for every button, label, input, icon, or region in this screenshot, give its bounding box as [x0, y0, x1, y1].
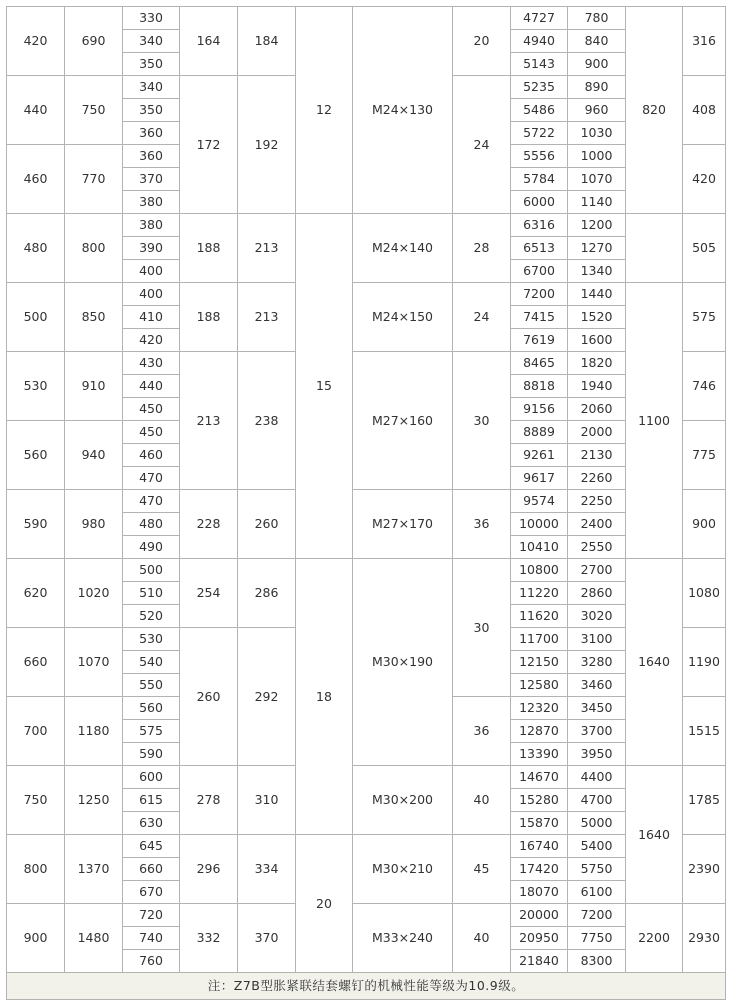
cell-inner-value: 630 — [123, 812, 180, 835]
cell-length-l: 254 — [180, 559, 238, 628]
cell-force-value: 1200 — [568, 214, 626, 237]
expansion-sleeve-spec-table — [6, 6, 726, 1000]
cell-torque-value: 15280 — [511, 789, 568, 812]
cell-max-value: 746 — [683, 352, 726, 421]
cell-inner-value: 340 — [123, 30, 180, 53]
cell-shaft-diameter: 800 — [7, 835, 65, 904]
cell-length-l1: 286 — [238, 559, 296, 628]
cell-bolt-spec: M27×170 — [353, 490, 453, 559]
cell-inner-value: 660 — [123, 858, 180, 881]
table-row — [7, 490, 726, 513]
note-row — [7, 973, 726, 1000]
cell-bolt-count: 40 — [453, 766, 511, 835]
cell-force-value: 1140 — [568, 191, 626, 214]
cell-weight: 2200 — [626, 904, 683, 973]
cell-inner-value: 520 — [123, 605, 180, 628]
cell-inner-value: 510 — [123, 582, 180, 605]
cell-max-value: 1785 — [683, 766, 726, 835]
cell-length-l: 213 — [180, 352, 238, 490]
cell-force-value: 2550 — [568, 536, 626, 559]
cell-outer-diameter: 750 — [65, 76, 123, 145]
cell-thickness: 20 — [296, 835, 353, 973]
cell-inner-value: 400 — [123, 283, 180, 306]
cell-bolt-spec: M30×210 — [353, 835, 453, 904]
cell-force-value: 7200 — [568, 904, 626, 927]
cell-shaft-diameter: 620 — [7, 559, 65, 628]
cell-inner-value: 480 — [123, 513, 180, 536]
cell-bolt-count: 20 — [453, 7, 511, 76]
cell-inner-value: 500 — [123, 559, 180, 582]
cell-length-l1: 334 — [238, 835, 296, 904]
cell-bolt-count: 40 — [453, 904, 511, 973]
cell-torque-value: 16740 — [511, 835, 568, 858]
cell-force-value: 1940 — [568, 375, 626, 398]
cell-inner-value: 560 — [123, 697, 180, 720]
cell-shaft-diameter: 440 — [7, 76, 65, 145]
cell-outer-diameter: 1020 — [65, 559, 123, 628]
cell-torque-value: 4727 — [511, 7, 568, 30]
cell-force-value: 890 — [568, 76, 626, 99]
cell-inner-value: 350 — [123, 99, 180, 122]
cell-force-value: 2260 — [568, 467, 626, 490]
cell-max-value: 2930 — [683, 904, 726, 973]
cell-force-value: 2700 — [568, 559, 626, 582]
spec-table-container — [6, 6, 726, 1000]
cell-shaft-diameter: 560 — [7, 421, 65, 490]
cell-length-l1: 213 — [238, 283, 296, 352]
cell-length-l1: 310 — [238, 766, 296, 835]
cell-force-value: 900 — [568, 53, 626, 76]
cell-torque-value: 5784 — [511, 168, 568, 191]
cell-force-value: 1820 — [568, 352, 626, 375]
cell-weight: 820 — [626, 7, 683, 214]
cell-torque-value: 8465 — [511, 352, 568, 375]
table-row — [7, 7, 726, 30]
cell-torque-value: 9261 — [511, 444, 568, 467]
cell-bolt-count: 36 — [453, 490, 511, 559]
cell-force-value: 5400 — [568, 835, 626, 858]
cell-shaft-diameter: 590 — [7, 490, 65, 559]
cell-bolt-count: 24 — [453, 76, 511, 214]
cell-outer-diameter: 1070 — [65, 628, 123, 697]
cell-weight: 1640 — [626, 766, 683, 904]
cell-bolt-spec: M30×200 — [353, 766, 453, 835]
cell-force-value: 1030 — [568, 122, 626, 145]
cell-torque-value: 9574 — [511, 490, 568, 513]
cell-torque-value: 10000 — [511, 513, 568, 536]
cell-torque-value: 10800 — [511, 559, 568, 582]
cell-force-value: 2000 — [568, 421, 626, 444]
cell-force-value: 1000 — [568, 145, 626, 168]
cell-force-value: 3280 — [568, 651, 626, 674]
cell-torque-value: 5722 — [511, 122, 568, 145]
cell-shaft-diameter: 660 — [7, 628, 65, 697]
cell-length-l: 188 — [180, 283, 238, 352]
cell-force-value: 3950 — [568, 743, 626, 766]
cell-max-value: 505 — [683, 214, 726, 283]
cell-max-value: 420 — [683, 145, 726, 214]
cell-force-value: 780 — [568, 7, 626, 30]
cell-torque-value: 11700 — [511, 628, 568, 651]
cell-shaft-diameter: 900 — [7, 904, 65, 973]
cell-force-value: 3460 — [568, 674, 626, 697]
cell-bolt-count: 30 — [453, 352, 511, 490]
cell-bolt-spec: M30×190 — [353, 559, 453, 766]
cell-length-l1: 213 — [238, 214, 296, 283]
cell-length-l1: 292 — [238, 628, 296, 766]
cell-torque-value: 13390 — [511, 743, 568, 766]
cell-inner-value: 740 — [123, 927, 180, 950]
cell-torque-value: 7415 — [511, 306, 568, 329]
table-row — [7, 766, 726, 789]
cell-inner-value: 340 — [123, 76, 180, 99]
cell-max-value: 900 — [683, 490, 726, 559]
cell-max-value: 575 — [683, 283, 726, 352]
cell-inner-value: 550 — [123, 674, 180, 697]
cell-bolt-spec: M27×160 — [353, 352, 453, 490]
cell-inner-value: 450 — [123, 421, 180, 444]
cell-inner-value: 400 — [123, 260, 180, 283]
cell-inner-value: 540 — [123, 651, 180, 674]
cell-torque-value: 10410 — [511, 536, 568, 559]
cell-bolt-count: 28 — [453, 214, 511, 283]
cell-outer-diameter: 690 — [65, 7, 123, 76]
cell-torque-value: 20000 — [511, 904, 568, 927]
cell-shaft-diameter: 480 — [7, 214, 65, 283]
cell-inner-value: 645 — [123, 835, 180, 858]
cell-force-value: 1520 — [568, 306, 626, 329]
cell-bolt-count: 36 — [453, 697, 511, 766]
table-row — [7, 214, 726, 237]
cell-weight — [626, 214, 683, 283]
cell-length-l: 260 — [180, 628, 238, 766]
cell-shaft-diameter: 500 — [7, 283, 65, 352]
cell-inner-value: 490 — [123, 536, 180, 559]
cell-outer-diameter: 770 — [65, 145, 123, 214]
cell-inner-value: 460 — [123, 444, 180, 467]
table-row — [7, 835, 726, 858]
cell-torque-value: 17420 — [511, 858, 568, 881]
cell-force-value: 1440 — [568, 283, 626, 306]
cell-max-value: 2390 — [683, 835, 726, 904]
cell-inner-value: 760 — [123, 950, 180, 973]
cell-shaft-diameter: 420 — [7, 7, 65, 76]
cell-inner-value: 350 — [123, 53, 180, 76]
cell-outer-diameter: 940 — [65, 421, 123, 490]
cell-inner-value: 380 — [123, 214, 180, 237]
cell-inner-value: 720 — [123, 904, 180, 927]
cell-force-value: 6100 — [568, 881, 626, 904]
cell-max-value: 1515 — [683, 697, 726, 766]
cell-force-value: 4400 — [568, 766, 626, 789]
cell-force-value: 5000 — [568, 812, 626, 835]
cell-length-l: 228 — [180, 490, 238, 559]
cell-force-value: 2130 — [568, 444, 626, 467]
cell-torque-value: 7200 — [511, 283, 568, 306]
cell-force-value: 2250 — [568, 490, 626, 513]
cell-torque-value: 11220 — [511, 582, 568, 605]
cell-force-value: 8300 — [568, 950, 626, 973]
cell-max-value: 1080 — [683, 559, 726, 628]
cell-length-l1: 192 — [238, 76, 296, 214]
cell-bolt-count: 30 — [453, 559, 511, 697]
cell-inner-value: 370 — [123, 168, 180, 191]
cell-torque-value: 8889 — [511, 421, 568, 444]
cell-force-value: 5750 — [568, 858, 626, 881]
cell-torque-value: 12580 — [511, 674, 568, 697]
cell-inner-value: 410 — [123, 306, 180, 329]
cell-outer-diameter: 1250 — [65, 766, 123, 835]
cell-torque-value: 5143 — [511, 53, 568, 76]
cell-torque-value: 14670 — [511, 766, 568, 789]
cell-torque-value: 20950 — [511, 927, 568, 950]
cell-length-l: 296 — [180, 835, 238, 904]
cell-outer-diameter: 980 — [65, 490, 123, 559]
cell-force-value: 840 — [568, 30, 626, 53]
table-row — [7, 559, 726, 582]
cell-torque-value: 12320 — [511, 697, 568, 720]
cell-force-value: 1070 — [568, 168, 626, 191]
cell-torque-value: 5556 — [511, 145, 568, 168]
cell-inner-value: 470 — [123, 490, 180, 513]
cell-torque-value: 6000 — [511, 191, 568, 214]
cell-force-value: 7750 — [568, 927, 626, 950]
cell-shaft-diameter: 460 — [7, 145, 65, 214]
cell-length-l1: 260 — [238, 490, 296, 559]
cell-torque-value: 8818 — [511, 375, 568, 398]
cell-inner-value: 470 — [123, 467, 180, 490]
cell-torque-value: 5235 — [511, 76, 568, 99]
table-row — [7, 352, 726, 375]
cell-bolt-count: 24 — [453, 283, 511, 352]
cell-thickness: 18 — [296, 559, 353, 835]
cell-weight: 1640 — [626, 559, 683, 766]
cell-inner-value: 430 — [123, 352, 180, 375]
cell-inner-value: 420 — [123, 329, 180, 352]
cell-shaft-diameter: 530 — [7, 352, 65, 421]
cell-max-value: 1190 — [683, 628, 726, 697]
cell-inner-value: 575 — [123, 720, 180, 743]
cell-thickness: 12 — [296, 7, 353, 214]
cell-torque-value: 21840 — [511, 950, 568, 973]
cell-length-l: 188 — [180, 214, 238, 283]
cell-torque-value: 7619 — [511, 329, 568, 352]
table-row — [7, 904, 726, 927]
cell-bolt-spec: M33×240 — [353, 904, 453, 973]
cell-outer-diameter: 850 — [65, 283, 123, 352]
cell-force-value: 1340 — [568, 260, 626, 283]
cell-inner-value: 380 — [123, 191, 180, 214]
cell-length-l1: 184 — [238, 7, 296, 76]
cell-outer-diameter: 800 — [65, 214, 123, 283]
table-note: 注：Z7B型胀紧联结套螺钉的机械性能等级为10.9级。 — [7, 973, 726, 1000]
cell-force-value: 3100 — [568, 628, 626, 651]
cell-outer-diameter: 910 — [65, 352, 123, 421]
cell-torque-value: 12870 — [511, 720, 568, 743]
cell-max-value: 775 — [683, 421, 726, 490]
cell-torque-value: 18070 — [511, 881, 568, 904]
cell-length-l: 164 — [180, 7, 238, 76]
cell-force-value: 2400 — [568, 513, 626, 536]
cell-length-l1: 370 — [238, 904, 296, 973]
cell-bolt-spec: M24×140 — [353, 214, 453, 283]
cell-torque-value: 9617 — [511, 467, 568, 490]
cell-bolt-spec: M24×150 — [353, 283, 453, 352]
cell-torque-value: 6316 — [511, 214, 568, 237]
cell-torque-value: 6513 — [511, 237, 568, 260]
cell-torque-value: 12150 — [511, 651, 568, 674]
cell-force-value: 4700 — [568, 789, 626, 812]
cell-max-value: 316 — [683, 7, 726, 76]
table-body — [7, 7, 726, 1000]
table-row — [7, 283, 726, 306]
cell-inner-value: 590 — [123, 743, 180, 766]
cell-inner-value: 390 — [123, 237, 180, 260]
cell-force-value: 1600 — [568, 329, 626, 352]
cell-torque-value: 6700 — [511, 260, 568, 283]
cell-length-l1: 238 — [238, 352, 296, 490]
cell-length-l: 278 — [180, 766, 238, 835]
cell-force-value: 960 — [568, 99, 626, 122]
cell-max-value: 408 — [683, 76, 726, 145]
cell-force-value: 3700 — [568, 720, 626, 743]
cell-outer-diameter: 1180 — [65, 697, 123, 766]
cell-outer-diameter: 1480 — [65, 904, 123, 973]
cell-inner-value: 670 — [123, 881, 180, 904]
cell-force-value: 3450 — [568, 697, 626, 720]
cell-length-l: 332 — [180, 904, 238, 973]
cell-shaft-diameter: 750 — [7, 766, 65, 835]
cell-force-value: 1270 — [568, 237, 626, 260]
cell-shaft-diameter: 700 — [7, 697, 65, 766]
cell-torque-value: 5486 — [511, 99, 568, 122]
cell-outer-diameter: 1370 — [65, 835, 123, 904]
cell-inner-value: 615 — [123, 789, 180, 812]
cell-force-value: 2860 — [568, 582, 626, 605]
cell-inner-value: 360 — [123, 122, 180, 145]
cell-inner-value: 440 — [123, 375, 180, 398]
cell-inner-value: 450 — [123, 398, 180, 421]
cell-inner-value: 330 — [123, 7, 180, 30]
cell-inner-value: 530 — [123, 628, 180, 651]
cell-bolt-spec: M24×130 — [353, 7, 453, 214]
cell-thickness: 15 — [296, 214, 353, 559]
cell-inner-value: 360 — [123, 145, 180, 168]
cell-weight: 1100 — [626, 283, 683, 559]
cell-force-value: 3020 — [568, 605, 626, 628]
cell-torque-value: 9156 — [511, 398, 568, 421]
cell-torque-value: 15870 — [511, 812, 568, 835]
cell-length-l: 172 — [180, 76, 238, 214]
cell-bolt-count: 45 — [453, 835, 511, 904]
cell-torque-value: 11620 — [511, 605, 568, 628]
cell-inner-value: 600 — [123, 766, 180, 789]
cell-torque-value: 4940 — [511, 30, 568, 53]
cell-force-value: 2060 — [568, 398, 626, 421]
